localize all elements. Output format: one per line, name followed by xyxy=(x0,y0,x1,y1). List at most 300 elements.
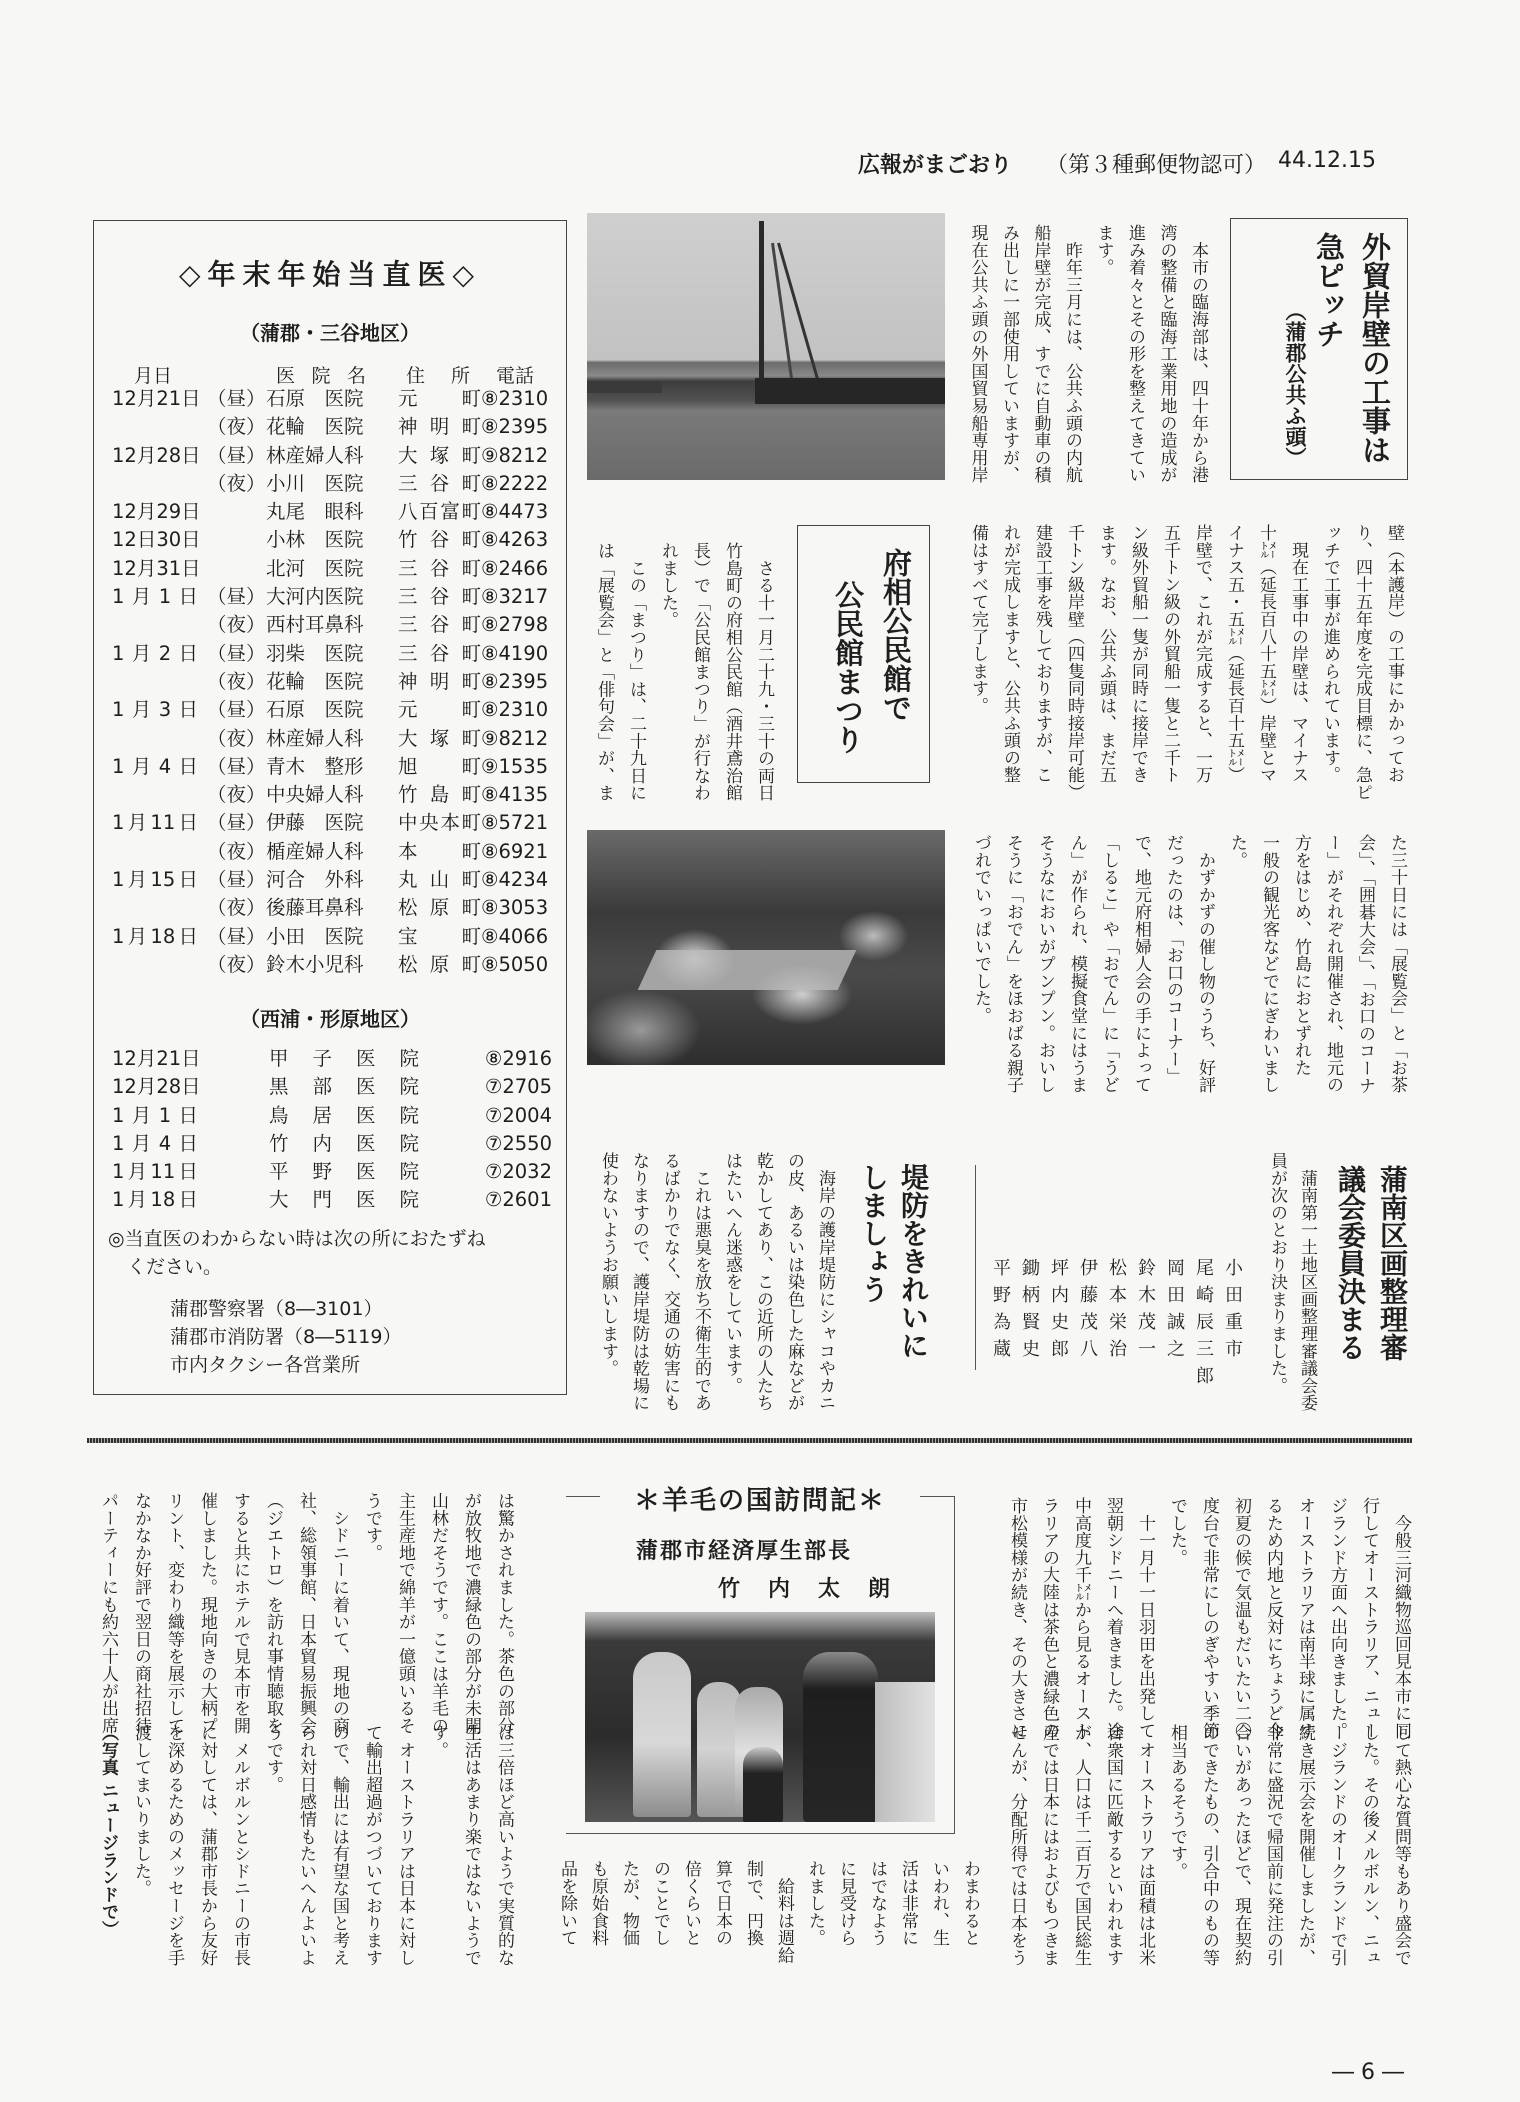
table-row xyxy=(94,923,566,951)
text-column: 鈴木茂一 xyxy=(1135,1258,1156,1366)
text-column: 昨年三月には、公共ふ頭の内航 xyxy=(1062,224,1082,484)
page-number: ― 6 ― xyxy=(1332,2060,1404,2085)
row-clinic: 伊藤 医院 xyxy=(266,811,364,835)
text-column: ン級外貿船一隻が同時に接岸でき xyxy=(1128,524,1148,784)
text-column: 算で日本の xyxy=(712,1860,732,1947)
row-address: 神明町 xyxy=(398,415,481,439)
text-column: さる十一月二十九・三十の両日 xyxy=(754,542,774,802)
text-column: 五千トン級の外貿船一隻と二千ト xyxy=(1160,524,1180,784)
text-column: 品を除いて xyxy=(557,1860,577,1947)
text-column: 産では日本にはおよびもつきま xyxy=(1039,1724,1059,1967)
table-header xyxy=(94,361,566,387)
duty-doctors-box xyxy=(93,220,567,1395)
text-column: うです。 xyxy=(362,1492,382,1562)
subhead-text: （蒲郡公共ふ頭） xyxy=(1283,300,1307,468)
row-date: 1月4日 xyxy=(112,754,198,778)
row-clinic: 鈴木小児科 xyxy=(266,952,364,976)
text-column: は驚かされました。茶色の部分 xyxy=(494,1492,514,1735)
row-date: 1月4日 xyxy=(112,1131,198,1155)
headline-line: 府相公民館で xyxy=(879,548,913,722)
text-column: に対しては、蒲郡市長から友好 xyxy=(197,1724,217,1967)
row-address: 三谷町 xyxy=(398,641,481,665)
text-column: わまわると xyxy=(960,1860,980,1947)
text-column: して熱心な質問等もあり盛会で xyxy=(1391,1724,1411,1967)
council-member-list xyxy=(986,1258,1247,1393)
text-column: 中高度九千㍍から見るオースト xyxy=(1071,1497,1091,1740)
text-column: も原始食料 xyxy=(588,1860,608,1947)
row-phone: ⑦2550 xyxy=(484,1131,552,1155)
row-shift: （夜） xyxy=(207,415,266,439)
row-address: 大塚町 xyxy=(398,443,481,467)
row-clinic: 平野医院 xyxy=(269,1160,419,1184)
text-column: 議会委員決まる xyxy=(1334,1165,1367,1361)
text-column: 非常に盛況で帰国前に発注の引 xyxy=(1263,1724,1283,1967)
row-phone: ⑧2798 xyxy=(481,613,549,637)
row-clinic: 中央婦人科 xyxy=(266,783,364,807)
text-column: 平野為蔵 xyxy=(990,1258,1011,1366)
wool-body-tier1-left xyxy=(91,1492,520,1734)
text-column: 海岸の護岸堤防にシャコやカニ xyxy=(815,1152,835,1412)
row-clinic: 大門医院 xyxy=(269,1188,419,1212)
text-column: たが、物価 xyxy=(619,1860,639,1947)
text-column: 今般三河織物巡回見本市に同 xyxy=(1391,1497,1411,1740)
text-column: ー」がそれぞれ開催され、地元の xyxy=(1323,834,1343,1094)
text-column: 会」、「囲碁大会」、「お口のコーナ xyxy=(1355,834,1375,1095)
embankment-body xyxy=(592,1152,840,1412)
row-shift: （夜） xyxy=(207,783,266,807)
crane-mast xyxy=(759,221,764,391)
text-column: す。 xyxy=(428,1724,448,1759)
text-column: 十一月十一日羽田を出発して xyxy=(1135,1497,1155,1740)
table-row xyxy=(94,498,566,526)
text-column: ラリアの大陸は茶色と濃緑色の xyxy=(1039,1497,1059,1740)
text-column: そうなにおいがプンプン。おいし xyxy=(1035,834,1055,1094)
harbor-body-lower xyxy=(962,524,1410,801)
text-column: ジランド方面へ出向きました。 xyxy=(1327,1497,1347,1740)
row-shift: （昼） xyxy=(207,924,266,948)
text-column: 市松模様が続き、その大きさに xyxy=(1007,1497,1027,1740)
breakwater xyxy=(587,381,662,393)
text-column: （ジエトロ）を訪れ事情聴取を xyxy=(263,1492,283,1735)
text-column: のことでし xyxy=(650,1860,670,1947)
text-column: で、地元府相婦人会の手によって xyxy=(1131,834,1151,1094)
person-man xyxy=(803,1652,878,1822)
text-column: を深めるためのメッセージを手 xyxy=(164,1724,184,1967)
row-clinic: 北河 医院 xyxy=(266,556,364,580)
row-address: 八百富町 xyxy=(398,500,481,524)
row-address: 三谷町 xyxy=(398,471,481,495)
text-column: は「展覧会」と「俳句会」が、ま xyxy=(594,542,614,802)
text-column: ます。なお、公共ふ頭は、まだ五 xyxy=(1096,524,1116,784)
text-column: 山林だそうです。ここは羊毛の xyxy=(428,1492,448,1735)
row-shift: （夜） xyxy=(207,613,266,637)
row-date: 1月1日 xyxy=(112,585,198,609)
row-address: 神明町 xyxy=(398,669,481,693)
row-shift: （夜） xyxy=(207,896,266,920)
vehicle-side xyxy=(875,1682,935,1822)
text-column: 渡してまいりました。 xyxy=(131,1724,151,1897)
col-date: 月日 xyxy=(134,365,173,387)
table-row xyxy=(94,442,566,470)
row-shift: （昼） xyxy=(207,698,266,722)
text-column: 蒲南第一土地区画整理審議会委 xyxy=(1297,1152,1317,1412)
row-clinic: 丸尾 眼科 xyxy=(266,500,364,524)
table-row xyxy=(94,555,566,583)
row-shift: （昼） xyxy=(207,868,266,892)
text-column: 岡田誠之 xyxy=(1164,1258,1185,1366)
text-column: 長）で「公民館まつり」が行なわ xyxy=(690,542,710,802)
text-column: 現在公共ふ頭の外国貿易船専用岸 xyxy=(967,224,988,484)
text-column: 度台で非常にしのぎやすい季節 xyxy=(1199,1497,1219,1740)
row-address: 元町 xyxy=(398,698,481,722)
text-column: 催しました。現地向きの大柄プ xyxy=(197,1492,217,1735)
text-column: これは悪臭を放ち不衛生的であ xyxy=(691,1152,711,1412)
text-column: オーストラリアは面積は北米 xyxy=(1135,1724,1155,1967)
text-column: 主生産地で綿羊が一億頭いるそ xyxy=(395,1492,415,1735)
text-column: 翌朝シドニーへ着きました。途 xyxy=(1103,1497,1123,1740)
row-date: 12月28日 xyxy=(112,443,201,467)
text-column: 急ピッチ xyxy=(1312,232,1346,348)
table-row xyxy=(94,725,566,753)
new-zealand-group-photo xyxy=(585,1612,935,1822)
postal-permit: （第３種郵便物認可） xyxy=(1046,153,1267,178)
row-date: 12月31日 xyxy=(112,556,201,580)
text-column: 一般の観光客などでにぎわいまし xyxy=(1259,834,1279,1094)
row-address: 中央本町 xyxy=(398,811,481,835)
row-clinic: 石原 医院 xyxy=(266,698,364,722)
masthead xyxy=(858,148,1012,179)
text-column: 伊藤茂八 xyxy=(1077,1258,1098,1366)
row-clinic: 小林 医院 xyxy=(266,528,364,552)
text-column: 蒲南区画整理審 xyxy=(1376,1165,1409,1361)
text-column: すると共にホテルで見本市を開 xyxy=(230,1492,250,1735)
text-column: だったのは、「お口のコーナー」 xyxy=(1163,834,1183,1085)
col-address: 住所 xyxy=(406,365,470,387)
row-phone: ⑧2310 xyxy=(481,387,549,410)
text-column: なりますので、護岸堤防は乾場に xyxy=(629,1152,649,1412)
embankment-headline xyxy=(853,1163,933,1359)
text-column: 合いがあったほどで、現在契約 xyxy=(1231,1724,1251,1967)
text-column: 外貿岸壁の工事は xyxy=(1358,232,1392,464)
row-clinic: 小川 医院 xyxy=(266,471,364,495)
author-title: 蒲郡市経済厚生部長 xyxy=(636,1539,853,1564)
row-shift: （夜） xyxy=(207,669,266,693)
table-row xyxy=(94,838,566,866)
row-shift: （昼） xyxy=(207,811,266,835)
text-column: 初夏の候で気温もだいたい二〇 xyxy=(1231,1497,1251,1740)
text-column: はたいへん迷惑をしています。 xyxy=(722,1152,742,1395)
row-date: 1月18日 xyxy=(112,1188,198,1212)
row-phone: ⑦2032 xyxy=(484,1160,552,1184)
harbor-body-upper xyxy=(961,224,1213,484)
note-line: ください。 xyxy=(108,1256,223,1278)
text-column: 相当あるそうです。 xyxy=(1167,1724,1187,1880)
row-phone: ⑧3053 xyxy=(481,896,549,920)
text-column: かずかずの催し物のうち、好評 xyxy=(1195,834,1215,1094)
duty-doctors-title: ◇年末年始当直医◇ xyxy=(178,258,482,291)
headline-line: 公民館まつり xyxy=(831,580,865,754)
row-address: 大塚町 xyxy=(398,726,481,750)
table-row xyxy=(94,809,566,837)
row-phone: ⑧4066 xyxy=(481,924,549,948)
row-phone: ⑨1535 xyxy=(481,754,549,778)
row-phone: ⑧3217 xyxy=(481,585,549,609)
col-phone: 電話 xyxy=(496,365,535,387)
row-shift: （昼） xyxy=(207,754,266,778)
festival-dining-photo xyxy=(587,830,945,1065)
text-column: シドニーに着いて、現地の商 xyxy=(329,1492,349,1735)
text-column: 坪内史郎 xyxy=(1048,1258,1069,1366)
text-column: 松本栄治 xyxy=(1106,1258,1127,1366)
text-column: 行してオーストラリア、ニュー xyxy=(1359,1497,1379,1740)
text-column: 船岸壁が完成、すでに自動車の積 xyxy=(1030,224,1051,484)
column-divider xyxy=(975,1165,976,1370)
row-shift: （昼） xyxy=(207,641,266,665)
table-row xyxy=(94,526,566,554)
row-clinic: 西村耳鼻科 xyxy=(266,613,364,637)
text-column: ので、輸出には有望な国と考え xyxy=(329,1724,349,1967)
text-column: 備はすべて完了します。 xyxy=(968,524,988,715)
text-column: リント、変わり織等を展示して xyxy=(164,1492,184,1735)
table-surface xyxy=(638,950,857,990)
row-clinic: 後藤耳鼻科 xyxy=(266,896,364,920)
row-phone: ⑧4473 xyxy=(481,500,549,524)
wool-feature-title: ＊羊毛の国訪問記＊ xyxy=(600,1480,920,1517)
council-body xyxy=(1262,1152,1322,1412)
text-column: 使わないようお願いします。 xyxy=(598,1152,618,1377)
person-child xyxy=(743,1747,783,1822)
text-column: メルボルンとシドニーの市長 xyxy=(230,1724,250,1967)
row-shift: （夜） xyxy=(207,839,266,863)
text-column: ージランドのオークランドで引 xyxy=(1327,1724,1347,1967)
row-phone: ⑧2466 xyxy=(481,556,549,580)
text-column: 小田重市 xyxy=(1222,1258,1243,1366)
row-shift: （昼） xyxy=(207,387,266,410)
row-clinic: 青木 整形 xyxy=(266,754,364,778)
table-row xyxy=(94,1045,566,1073)
row-address: 宝町 xyxy=(398,924,481,948)
row-clinic: 黒部医院 xyxy=(269,1075,419,1099)
council-headline xyxy=(1329,1165,1413,1361)
row-date: 12月29日 xyxy=(112,500,201,524)
text-column: せんが、分配所得では日本をう xyxy=(1007,1724,1027,1967)
wool-body-tier2-right xyxy=(1001,1724,1417,1966)
text-column: 堤防をきれいに xyxy=(897,1163,930,1359)
row-address: 三谷町 xyxy=(398,613,481,637)
text-column: み出しに一部使用していますが、 xyxy=(999,224,1019,484)
row-clinic: 大河内医院 xyxy=(266,585,364,609)
harbor-crane-photo xyxy=(587,213,945,480)
text-column: た三十日には「展覧会」と「お茶 xyxy=(1387,834,1407,1094)
row-phone: ⑦2004 xyxy=(484,1103,552,1127)
text-column: 現在工事中の岸壁は、マイナス xyxy=(1288,524,1308,784)
author-name: 竹内太朗 xyxy=(718,1577,919,1602)
row-date: 1月11日 xyxy=(112,811,198,835)
text-column: られ対日感情もたいへんよいよ xyxy=(296,1724,316,1967)
text-column: なかなか好評で翌日の商社招待 xyxy=(131,1492,151,1735)
contact-police: 蒲郡警察署（8―3101） xyxy=(170,1298,383,1320)
row-address: 竹谷町 xyxy=(398,528,481,552)
text-column: 岸壁で、これが完成すると、一万 xyxy=(1192,524,1212,784)
row-date: 12月28日 xyxy=(112,1075,201,1099)
text-column: いわれ、生 xyxy=(929,1860,949,1947)
text-column: に見受けら xyxy=(836,1860,856,1947)
text-column: て輸出超過がつづいております xyxy=(362,1724,382,1967)
table-row xyxy=(94,1130,566,1158)
harbor-headline xyxy=(1306,232,1398,464)
row-address: 三谷町 xyxy=(398,556,481,580)
row-phone: ⑧5721 xyxy=(481,811,549,835)
row-shift: （夜） xyxy=(207,471,266,495)
text-column: るばかりでなく、交通の妨害にも xyxy=(660,1152,680,1412)
wool-body-tier2-left xyxy=(91,1724,520,1966)
row-phone: ⑧2310 xyxy=(481,698,549,722)
text-column: でした。 xyxy=(1167,1497,1187,1567)
text-column: 方をはじめ、竹島におとずれた xyxy=(1291,834,1311,1077)
row-date: 12月21日 xyxy=(112,387,201,410)
section-divider xyxy=(87,1438,1412,1443)
row-address: 丸山町 xyxy=(398,868,481,892)
text-column: しましょう xyxy=(857,1163,890,1303)
section-title-nishiura-katahara: （西浦・形原地区） xyxy=(240,1007,420,1031)
text-column: 活は非常に xyxy=(898,1860,918,1947)
row-clinic: 羽柴 医院 xyxy=(266,641,364,665)
text-column: 合衆国に匹敵するといわれます xyxy=(1103,1724,1123,1967)
text-column: れました。 xyxy=(805,1860,825,1947)
text-column: れました。 xyxy=(658,542,678,629)
table-row xyxy=(94,611,566,639)
row-clinic: 鳥居医院 xyxy=(269,1103,419,1127)
row-phone: ⑨8212 xyxy=(481,443,549,467)
row-date: 1月3日 xyxy=(112,698,198,722)
row-shift: （昼） xyxy=(207,585,266,609)
row-phone: ⑧6921 xyxy=(481,839,549,863)
text-column: イナス五・五㍍（延長百十五㍍） xyxy=(1224,524,1244,784)
note-line: ◎当直医のわからない時は次の所におたずね xyxy=(108,1228,486,1250)
row-phone: ⑦2601 xyxy=(484,1188,552,1212)
table-row xyxy=(94,1186,566,1214)
text-column: 十㍍（延長百八十五㍍）岸壁とマ xyxy=(1256,524,1276,784)
row-phone: ⑨8212 xyxy=(481,726,549,750)
row-phone: ⑧4263 xyxy=(481,528,549,552)
row-phone: ⑧2916 xyxy=(484,1047,552,1070)
table-row xyxy=(94,866,566,894)
publication-title: 広報がまごおり xyxy=(858,153,1013,178)
row-clinic: 石原 医院 xyxy=(266,387,364,410)
row-date: 1月11日 xyxy=(112,1160,198,1184)
table-row xyxy=(94,1073,566,1101)
text-column: 員が次のとおり決まりました。 xyxy=(1267,1152,1287,1395)
text-column: た。 xyxy=(1227,834,1247,869)
row-phone: ⑧2222 xyxy=(481,471,549,495)
table-row xyxy=(94,470,566,498)
photo-caption: （写真 ニュージランドで） xyxy=(98,1724,118,1938)
text-column: ッチで工事が進められています。 xyxy=(1320,524,1340,784)
text-column: 生活はあまり楽ではないようで xyxy=(461,1724,481,1967)
row-clinic: 花輪 医院 xyxy=(266,669,364,693)
festival-body-continued xyxy=(965,834,1413,1094)
festival-headline xyxy=(824,548,920,754)
wool-body-tier1-right xyxy=(1001,1497,1417,1739)
row-clinic: 小田 医院 xyxy=(266,924,364,948)
text-column: れが完成しますと、公共ふ頭の整 xyxy=(1000,524,1020,784)
text-column: 尾崎辰三郎 xyxy=(1193,1258,1214,1393)
text-column: 本市の臨海部は、四十年から港 xyxy=(1188,224,1208,484)
table-row xyxy=(94,894,566,922)
table-body-section1 xyxy=(94,385,566,979)
text-column: パーティーにも約六十人が出席 xyxy=(98,1492,118,1735)
table-row xyxy=(94,781,566,809)
row-clinic: 花輪 医院 xyxy=(266,415,364,439)
table-row xyxy=(94,668,566,696)
row-phone: ⑧4190 xyxy=(481,641,549,665)
text-column: 「しるこ」や「おでん」に「うど xyxy=(1099,834,1119,1094)
row-date: 1月18日 xyxy=(112,924,198,948)
row-date: 1月2日 xyxy=(112,641,198,665)
contact-list xyxy=(170,1295,401,1379)
text-column: が、人口は千二百万で国民総生 xyxy=(1071,1724,1091,1967)
text-column: そうに「おでん」をほおばる親子 xyxy=(1003,834,1023,1094)
row-clinic: 甲子医院 xyxy=(269,1047,419,1070)
text-column: り、四十五年度を完成目標に、急ピ xyxy=(1352,524,1372,801)
row-date: 12月21日 xyxy=(112,1047,201,1070)
row-date: 1月15日 xyxy=(112,868,198,892)
table-row xyxy=(94,640,566,668)
person-woman xyxy=(633,1652,691,1817)
table-row xyxy=(94,1158,566,1186)
text-column: 給料は週給 xyxy=(774,1860,794,1964)
row-address: 元町 xyxy=(398,387,481,410)
row-phone: ⑧2395 xyxy=(481,415,549,439)
text-column: は三倍ほど高いようで実質的な xyxy=(494,1724,514,1967)
text-column: 乾かしてあり、この近所の人たち xyxy=(753,1152,773,1412)
row-clinic: 林産婦人科 xyxy=(266,726,364,750)
table-body-section2 xyxy=(94,1045,566,1215)
text-column: 竹島町の府相公民館（酒井鳶治館 xyxy=(722,542,742,802)
text-column: 鋤柄賢史 xyxy=(1019,1258,1040,1366)
contact-taxi: 市内タクシー各営業所 xyxy=(170,1354,361,1376)
table-row xyxy=(94,583,566,611)
text-column: 建設工事を残しておりますが、こ xyxy=(1032,524,1052,784)
row-address: 松原町 xyxy=(398,896,481,920)
row-phone: ⑦2705 xyxy=(484,1075,552,1099)
row-shift: （昼） xyxy=(207,443,266,467)
text-column: はでなよう xyxy=(867,1860,887,1947)
table-row xyxy=(94,753,566,781)
row-address: 旭町 xyxy=(398,754,481,778)
row-clinic: 河合 外科 xyxy=(266,868,364,892)
row-address: 三谷町 xyxy=(398,585,481,609)
table-row xyxy=(94,385,566,413)
contact-fire-dept: 蒲郡市消防署（8―5119） xyxy=(170,1326,402,1348)
issue-date: 44.12.15 xyxy=(1278,148,1376,173)
row-phone: ⑧5050 xyxy=(481,952,549,976)
row-address: 松原町 xyxy=(398,952,481,976)
inquiry-note xyxy=(108,1225,486,1281)
row-phone: ⑧2395 xyxy=(481,669,549,693)
row-address: 竹島町 xyxy=(398,783,481,807)
row-clinic: 楯産婦人科 xyxy=(266,839,364,863)
row-shift: （夜） xyxy=(207,952,266,976)
text-column: るため内地と反対にちょうど今 xyxy=(1263,1497,1283,1740)
text-column: 続き展示会を開催しましたが、 xyxy=(1295,1724,1315,1967)
row-clinic: 竹内医院 xyxy=(269,1131,419,1155)
row-phone: ⑧4234 xyxy=(481,868,549,892)
text-column: オーストラリアは南半球に属す xyxy=(1295,1497,1315,1740)
table-row xyxy=(94,413,566,441)
row-phone: ⑧4135 xyxy=(481,783,549,807)
text-column: ん」が作られ、模擬食堂にはうま xyxy=(1067,834,1087,1094)
